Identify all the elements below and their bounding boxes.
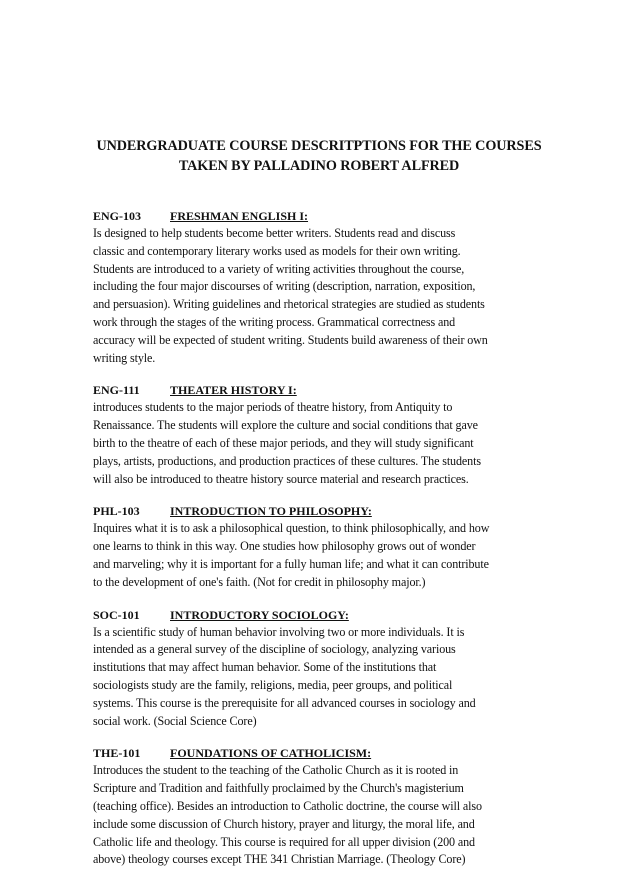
course-list: [93, 207, 553, 883]
description-line: and marveling; why it is important for a fully human life; and what it can contribute: [93, 556, 489, 571]
description-line: birth to the theatre of each of these major periods, and they will study significant: [93, 435, 474, 450]
course-name: INTRODUCTORY SOCIOLOGY:: [170, 607, 349, 622]
document-title-line: UNDERGRADUATE COURSE DESCRITPTIONS FOR THE COURSES: [96, 138, 542, 154]
description-line: institutions that may affect human behavior. Some of the institutions that: [93, 660, 437, 675]
course-name: INTRODUCTION TO PHILOSOPHY:: [170, 504, 372, 519]
description-line: intended as a general survey of the discipline of sociology, analyzing various: [93, 642, 456, 657]
description-line: work through the stages of the writing process. Grammatical correctness and: [93, 314, 456, 329]
description-line: one learns to think in this way. One studies how philosophy grows out of wonder: [93, 539, 476, 554]
course-soc-101: [93, 606, 553, 731]
description-line: Catholic life and theology. This course is required for all upper division (200 and: [93, 834, 475, 849]
description-line: and persuasion). Writing guidelines and rhetorical strategies are studied as students: [93, 297, 485, 312]
description-line: will also be introduced to theatre history source material and research practices.: [93, 471, 469, 486]
course-heading: [93, 381, 553, 399]
description-line: introduces students to the major periods of theatre history, from Antiquity to: [93, 400, 453, 415]
description-line: writing style.: [93, 350, 156, 365]
document-title-line: TAKEN BY PALLADINO ROBERT ALFRED: [178, 158, 460, 174]
course-code: ENG-103: [93, 209, 141, 223]
description-line: Scripture and Tradition and faithfully proclaimed by the Church's magisterium: [93, 781, 464, 796]
course-heading: [93, 207, 553, 225]
course-description: [93, 762, 553, 869]
course-name: FRESHMAN ENGLISH I:: [170, 209, 309, 223]
document-title: [60, 136, 578, 176]
description-line: to the development of one's faith. (Not for credit in philosophy major.): [93, 574, 426, 589]
description-line: Students are introduced to a variety of writing activities throughout the course,: [93, 261, 465, 276]
course-code: THE-101: [93, 746, 141, 761]
course-heading: [93, 744, 553, 762]
course-heading: [93, 502, 553, 520]
description-line: systems. This course is the prerequisite for all advanced courses in sociology and: [93, 695, 476, 710]
course-code: ENG-111: [93, 383, 140, 398]
description-line: Is a scientific study of human behavior involving two or more individuals. It is: [93, 624, 465, 639]
description-line: classic and contemporary literary works used as models for their own writing.: [93, 243, 461, 258]
course-description: [93, 225, 553, 367]
description-line: (teaching office). Besides an introduction to Catholic doctrine, the course will also: [93, 798, 482, 813]
description-line: include some discussion of Church history, prayer and liturgy, the moral life, and: [93, 816, 475, 831]
course-name: FOUNDATIONS OF CATHOLICISM:: [170, 746, 372, 761]
description-line: Renaissance. The students will explore the culture and social conditions that gave: [93, 418, 478, 433]
course-heading: [93, 606, 553, 624]
course-code: SOC-101: [93, 607, 140, 622]
course-eng-111: [93, 381, 553, 488]
course-description: [93, 624, 553, 731]
course-code: PHL-103: [93, 504, 140, 519]
description-line: Inquires what it is to ask a philosophical question, to think philosophically, and how: [93, 521, 490, 536]
description-line: sociologists study are the family, religions, media, peer groups, and political: [93, 677, 453, 692]
course-description: [93, 399, 553, 488]
course-eng-103: [93, 207, 553, 367]
course-name: THEATER HISTORY I:: [170, 383, 297, 398]
description-line: Introduces the student to the teaching of the Catholic Church as it is rooted in: [93, 763, 459, 778]
description-line: accuracy will be expected of student writing. Students build awareness of their own: [93, 332, 488, 347]
course-phl-103: [93, 502, 553, 591]
description-line: social work. (Social Science Core): [93, 713, 257, 728]
description-line: including the four major discourses of writing (description, narration, exposition,: [93, 279, 476, 294]
description-line: above) theology courses except THE 341 Christian Marriage. (Theology Core): [93, 852, 466, 867]
course-the-101: [93, 744, 553, 869]
description-line: plays, artists, productions, and production practices of these cultures. The students: [93, 453, 481, 468]
description-line: Is designed to help students become better writers. Students read and discuss: [93, 226, 456, 240]
course-description: [93, 520, 553, 591]
